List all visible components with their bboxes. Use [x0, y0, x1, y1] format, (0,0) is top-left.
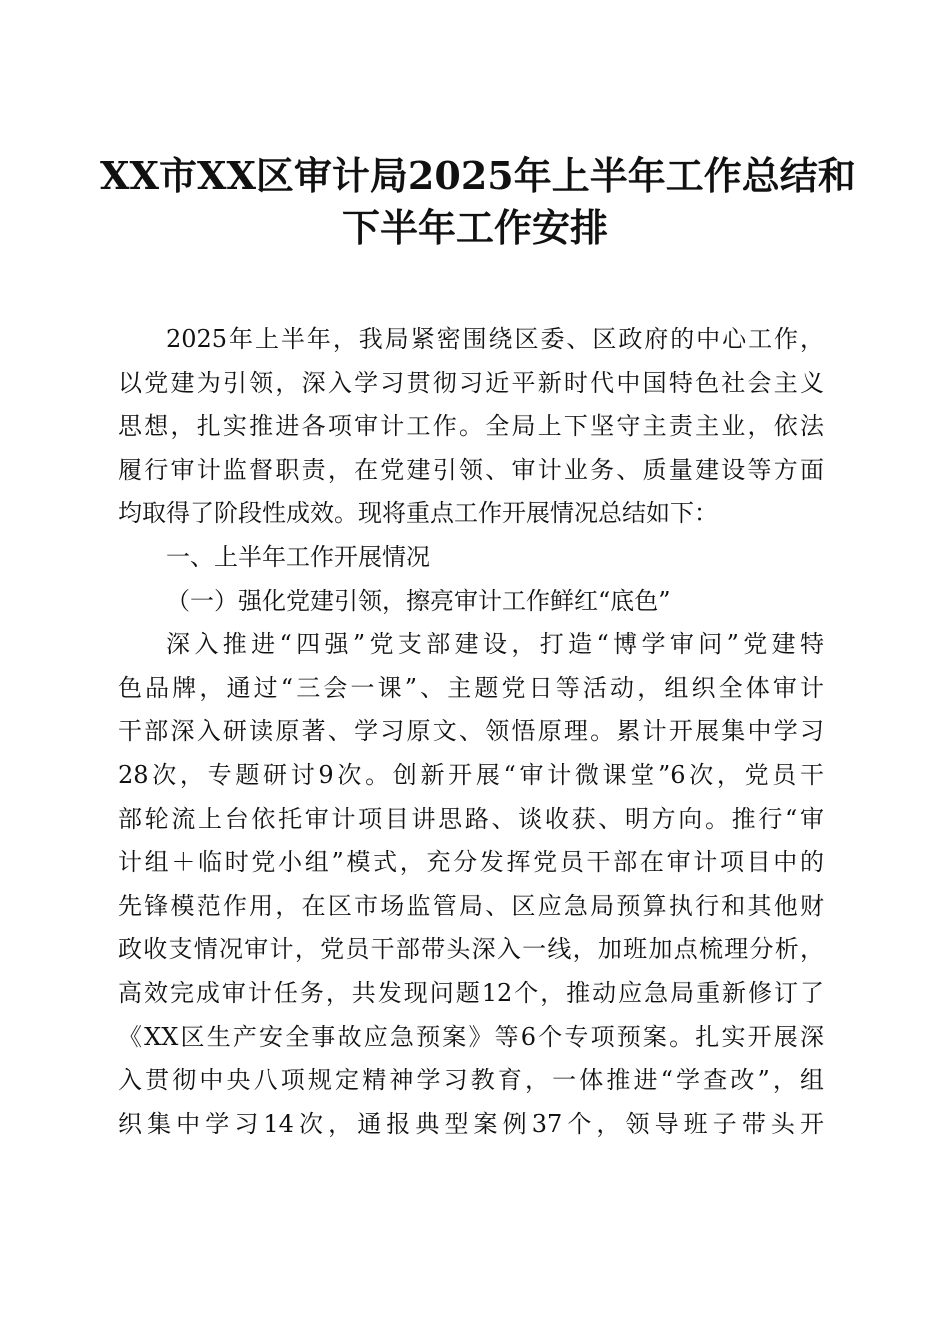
text-line: 履行审计监督职责，在党建引领、审计业务、质量建设等方面: [118, 455, 824, 484]
text-line: 思想，扎实推进各项审计工作。全局上下坚守主责主业，依法: [118, 412, 824, 441]
text-line: 色品牌，通过“三会一课”、主题党日等活动，组织全体审计: [118, 673, 824, 702]
text-line: 《XX区生产安全事故应急预案》等6个专项预案。扎实开展深: [118, 1022, 824, 1051]
text-line: 以党建为引领，深入学习贯彻习近平新时代中国特色社会主义: [118, 368, 824, 397]
title-line-1: XX市XX区审计局2025年上半年工作总结和: [100, 153, 856, 198]
intro-paragraph: [118, 318, 824, 536]
title-line-2: 下半年工作安排: [341, 205, 608, 250]
text-line: 干部深入研读原著、学习原文、领悟原理。累计开展集中学习: [118, 717, 824, 746]
text-line: 计组＋临时党小组”模式，充分发挥党员干部在审计项目中的: [118, 848, 824, 877]
subsection-paragraph: [118, 623, 824, 1146]
text-line: 28次，专题研讨9次。创新开展“审计微课堂”6次，党员干: [118, 760, 824, 789]
text-line: 均取得了阶段性成效。现将重点工作开展情况总结如下：: [118, 499, 718, 528]
text-line: 织集中学习14次，通报典型案例37个，领导班子带头开: [118, 1109, 824, 1138]
text-line: 部轮流上台依托审计项目讲思路、谈收获、明方向。推行“审: [118, 804, 824, 833]
text-line: 入贯彻中央八项规定精神学习教育，一体推进“学查改”，组: [118, 1066, 824, 1095]
text-line: 高效完成审计任务，共发现问题12个，推动应急局重新修订了: [118, 978, 824, 1007]
text-line: 深入推进“四强”党支部建设，打造“博学审问”党建特: [166, 630, 824, 659]
document-body: [118, 318, 824, 1146]
subsection-heading-1: （一）强化党建引领，擦亮审计工作鲜红“底色”: [166, 586, 671, 615]
text-line: 先锋模范作用，在区市场监管局、区应急局预算执行和其他财: [118, 891, 824, 920]
document-title: [100, 150, 856, 254]
text-line: 2025年上半年，我局紧密围绕区委、区政府的中心工作，: [166, 325, 824, 353]
section-heading-1: 一、上半年工作开展情况: [166, 542, 430, 571]
text-line: 政收支情况审计，党员干部带头深入一线，加班加点梳理分析，: [118, 935, 824, 964]
